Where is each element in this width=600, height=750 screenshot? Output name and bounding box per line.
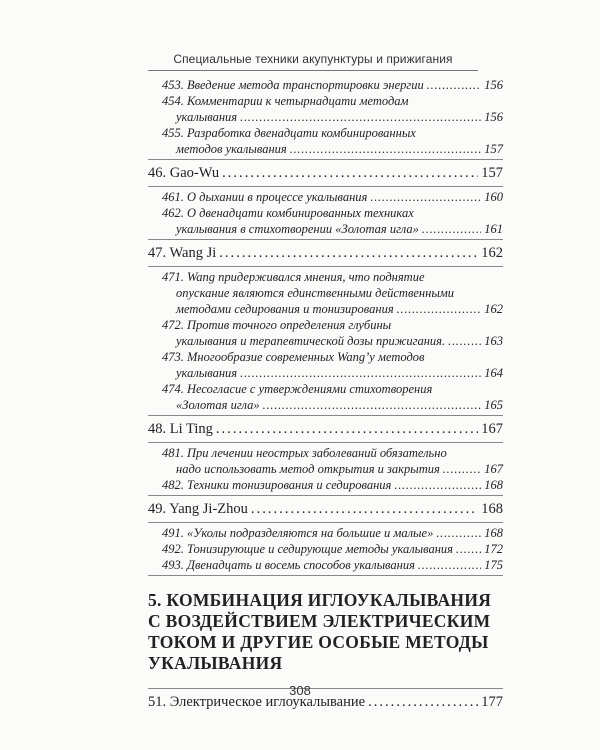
toc-entry[interactable]: 493. Двенадцать и восемь способов укалывания . . . 175 xyxy=(148,557,503,573)
leader-dots xyxy=(443,461,481,477)
toc-entry[interactable]: 454. Комментарии к четырнадцати методам укалывания . . . 156 xyxy=(148,93,503,125)
leader-dots xyxy=(448,333,481,349)
chapter-entry[interactable]: 51. Электрическое иглоукалывание . . . 177 xyxy=(148,691,503,713)
leader-dots xyxy=(456,541,481,557)
toc-entry[interactable]: 474. Несогласие с утверждениями стихотворения «Золотая игла» . . . 165 xyxy=(148,381,503,413)
leader-dots xyxy=(436,525,481,541)
page-ref: 175 xyxy=(484,558,503,572)
leader-dots xyxy=(240,365,481,381)
leader-dots xyxy=(219,242,478,264)
page-ref: 161 xyxy=(484,222,503,236)
section-group-47x xyxy=(148,269,503,413)
leader-dots xyxy=(394,477,481,493)
chapter-entry[interactable]: 47. Wang Ji . . . 162 xyxy=(148,242,503,264)
leader-dots xyxy=(418,557,481,573)
toc-entry[interactable]: 491. «Уколы подразделяются на большие и малые» . . . 168 xyxy=(148,525,503,541)
leader-dots xyxy=(222,162,478,184)
divider xyxy=(148,495,503,496)
part-heading[interactable]: 5. КОМБИНАЦИЯ ИГЛОУКАЛЫВАНИЯ С ВОЗДЕЙСТВИЕМ ЭЛЕКТРИЧЕСКИМ ТОКОМ И ДРУГИЕ ОСОБЫЕ МЕТОДЫ УКАЛЫВАНИЯ xyxy=(148,590,492,673)
page-ref: 157 xyxy=(481,165,503,181)
toc-entry[interactable]: 473. Многообразие современных Wang’у методов укалывания . . . 164 xyxy=(148,349,503,381)
leader-dots xyxy=(251,498,478,520)
divider xyxy=(148,575,503,576)
toc-entry[interactable]: 481. При лечении неострых заболеваний обязательно надо использовать метод открытия и закрытия . . . 167 xyxy=(148,445,503,477)
divider xyxy=(148,159,503,160)
divider xyxy=(148,186,503,187)
leader-dots xyxy=(370,189,481,205)
toc-entry[interactable]: 461. О дыхании в процессе укалывания . . . 160 xyxy=(148,189,503,205)
divider xyxy=(148,266,503,267)
chapter-entry[interactable]: 46. Gao-Wu . . . 157 xyxy=(148,162,503,184)
page-ref: 163 xyxy=(484,334,503,348)
leader-dots xyxy=(240,109,481,125)
page-ref: 168 xyxy=(484,526,503,540)
leader-dots xyxy=(290,141,482,157)
page-ref: 156 xyxy=(484,110,503,124)
page-ref: 162 xyxy=(481,245,503,261)
toc-entry[interactable]: 453. Введение метода транспортировки энергии . . . 156 xyxy=(148,77,503,93)
page-ref: 157 xyxy=(484,142,503,156)
page-number: 308 xyxy=(289,683,311,698)
toc-entry[interactable]: 482. Техники тонизирования и седирования . . . 168 xyxy=(148,477,503,493)
page-ref: 167 xyxy=(484,462,503,476)
page-ref: 165 xyxy=(484,398,503,412)
divider xyxy=(148,442,503,443)
divider xyxy=(148,522,503,523)
divider xyxy=(148,415,503,416)
header-rule xyxy=(148,70,478,71)
page-ref: 177 xyxy=(481,694,503,710)
leader-dots xyxy=(397,301,482,317)
page-ref: 167 xyxy=(481,421,503,437)
section-group-49x xyxy=(148,525,503,573)
page-ref: 164 xyxy=(484,366,503,380)
leader-dots xyxy=(422,221,481,237)
chapter-entry[interactable]: 48. Li Ting . . . 167 xyxy=(148,418,503,440)
page-ref: 162 xyxy=(484,302,503,316)
toc-entry[interactable]: 462. О двенадцати комбинированных техниках укалывания в стихотворении «Золотая игла» . . . 161 xyxy=(148,205,503,237)
divider xyxy=(148,239,503,240)
running-head: Специальные техники акупунктуры и прижигания xyxy=(173,52,453,66)
section-group-46x xyxy=(148,189,503,237)
section-group-48x xyxy=(148,445,503,493)
page-ref: 168 xyxy=(481,501,503,517)
toc-entry[interactable]: 472. Против точного определения глубины укалывания и терапевтической дозы прижигания. . . . 163 xyxy=(148,317,503,349)
toc-entry[interactable]: 492. Тонизирующие и седирующие методы укалывания . . . 172 xyxy=(148,541,503,557)
page-ref: 172 xyxy=(484,542,503,556)
page-ref: 168 xyxy=(484,478,503,492)
leader-dots xyxy=(216,418,478,440)
page-ref: 160 xyxy=(484,190,503,204)
toc-entry[interactable]: 455. Разработка двенадцати комбинированных методов укалывания . . . 157 xyxy=(148,125,503,157)
leader-dots xyxy=(427,77,481,93)
page-ref: 156 xyxy=(484,78,503,92)
section-group-45x xyxy=(148,77,503,157)
leader-dots xyxy=(263,397,482,413)
toc-entry[interactable]: 471. Wang придерживался мнения, что поднятие опускание являются единственными действенными методами седирования и тонизирования . . . 162 xyxy=(148,269,503,317)
table-of-contents xyxy=(148,76,503,713)
chapter-entry[interactable]: 49. Yang Ji-Zhou . . . 168 xyxy=(148,498,503,520)
